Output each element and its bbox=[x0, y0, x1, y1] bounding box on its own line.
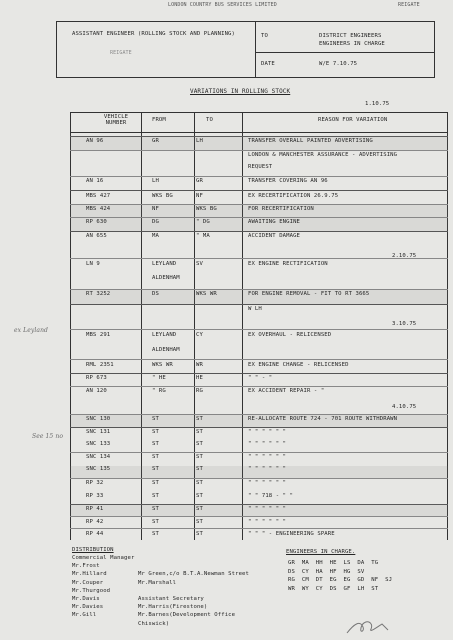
cell-to: ST bbox=[196, 466, 203, 472]
col-header-vehicle: VEHICLE NUMBER bbox=[103, 114, 129, 126]
cell-veh: SNC 134 bbox=[86, 454, 111, 460]
cell-to: ST bbox=[196, 493, 203, 499]
cell-to: WKS WR bbox=[196, 291, 217, 297]
cell-from: NF bbox=[152, 206, 159, 212]
cell-reason: " " 718 - " " bbox=[248, 493, 294, 499]
cell-veh: MBS 424 bbox=[86, 206, 111, 212]
cell-from: ST bbox=[152, 531, 159, 537]
row-rule bbox=[70, 359, 448, 360]
header-rule bbox=[70, 132, 448, 133]
cell-from: ST bbox=[152, 454, 159, 460]
cell-to: GR bbox=[196, 178, 203, 184]
cell-to: " DG bbox=[196, 219, 210, 225]
cell-from: DS bbox=[152, 291, 159, 297]
cell-reason: EX ENGINE RECTIFICATION bbox=[248, 261, 328, 267]
cell-veh: SNC 131 bbox=[86, 429, 111, 435]
margin-note-2: See 15 no bbox=[32, 433, 64, 440]
cell-veh: RML 2351 bbox=[86, 362, 114, 368]
cell-veh: SNC 135 bbox=[86, 466, 111, 472]
distribution-note: Mr.Harris(Firestone) bbox=[138, 604, 208, 611]
engineers-row: RG CM DT EG EG GD NF SJ bbox=[288, 577, 393, 583]
cell-veh: RT 3252 bbox=[86, 291, 111, 297]
cell-reason: " " " " " " bbox=[248, 441, 287, 447]
cell-reason: " " " " " " bbox=[248, 506, 287, 512]
distribution-heading: DISTRIBUTION bbox=[72, 547, 114, 553]
cell-reason: " " - " bbox=[248, 375, 273, 381]
row-rule bbox=[70, 329, 448, 330]
row-rule bbox=[70, 304, 448, 305]
cell-veh: MBS 291 bbox=[86, 332, 111, 338]
distribution-name: Mr.Hillard bbox=[72, 571, 107, 578]
cell-from: LEYLAND bbox=[152, 332, 177, 338]
header-date-rule bbox=[255, 52, 434, 53]
cell-to: RG bbox=[196, 388, 203, 394]
engineers-heading: ENGINEERS IN CHARGE. bbox=[286, 549, 356, 555]
cell-reason: FOR RECERTIFICATION bbox=[248, 206, 314, 212]
cell-veh: SNC 130 bbox=[86, 416, 111, 422]
col-header-from: FROM bbox=[152, 117, 166, 123]
date-heading-3: 3.10.75 bbox=[392, 321, 417, 327]
cell-veh: RP 33 bbox=[86, 493, 104, 499]
cell-from: ST bbox=[152, 466, 159, 472]
cell-from: LH bbox=[152, 178, 159, 184]
cell-from: LEYLAND bbox=[152, 261, 177, 267]
engineers-row: DS CY HA HF HG SV bbox=[288, 568, 365, 575]
cell-to: NF bbox=[196, 193, 203, 199]
to-line-1: DISTRICT ENGINEERS bbox=[319, 33, 382, 39]
cell-to: ST bbox=[196, 519, 203, 525]
cell-veh: SNC 133 bbox=[86, 441, 111, 447]
table-border-top bbox=[70, 112, 448, 113]
cell-from: " RG bbox=[152, 388, 166, 394]
distribution-name: Commercial Manager bbox=[72, 555, 135, 561]
cell-to: ST bbox=[196, 441, 203, 447]
cell-to: CY bbox=[196, 332, 203, 338]
date-heading-2: 2.10.75 bbox=[392, 253, 417, 259]
cell-to: " MA bbox=[196, 233, 210, 239]
distribution-name: Mr.Couper bbox=[72, 579, 104, 586]
cell-veh: RP 42 bbox=[86, 519, 104, 525]
distribution-name: Mr.Davis bbox=[72, 596, 100, 602]
row-rule bbox=[70, 516, 448, 517]
signature bbox=[344, 616, 396, 638]
cell-to: ST bbox=[196, 416, 203, 422]
cell-from: " HE bbox=[152, 375, 166, 381]
cell-to: ST bbox=[196, 454, 203, 460]
cell-from: WKS WR bbox=[152, 362, 173, 368]
engineers-row: GR MA HH HE LS DA TG bbox=[288, 560, 379, 566]
cell-from: ST bbox=[152, 493, 159, 499]
cell-veh: AN 16 bbox=[86, 178, 104, 184]
row-rule bbox=[70, 231, 448, 232]
cell-veh: RP 44 bbox=[86, 531, 104, 537]
row-rule bbox=[70, 373, 448, 374]
cell-from: WKS BG bbox=[152, 193, 173, 199]
cell-from: ST bbox=[152, 429, 159, 435]
cell-reason: " " " " " " bbox=[248, 454, 287, 460]
to-line-2: ENGINEERS IN CHARGE bbox=[319, 41, 385, 47]
date-heading-4: 4.10.75 bbox=[392, 404, 417, 410]
header-divider bbox=[255, 21, 256, 77]
cell-from: ST bbox=[152, 441, 159, 447]
distribution-note: Mr Green,c/o B.T.A.Newman Street bbox=[138, 571, 249, 578]
row-rule bbox=[70, 176, 448, 177]
cell-reason: " " " " " " bbox=[248, 466, 287, 472]
margin-note-1: ex Leyland bbox=[14, 327, 48, 334]
row-rule bbox=[70, 427, 448, 428]
cell-reason: " " " " " " bbox=[248, 519, 287, 525]
cell-from: ALDENHAM bbox=[152, 275, 180, 281]
distribution-note: Mr.Marshall bbox=[138, 579, 177, 586]
cell-veh: AN 120 bbox=[86, 388, 107, 394]
from-department: ASSISTANT ENGINEER (ROLLING STOCK AND PLANNING) bbox=[72, 31, 235, 37]
cell-from: ST bbox=[152, 480, 159, 486]
cell-veh: MBS 427 bbox=[86, 193, 111, 199]
cell-veh: RP 32 bbox=[86, 480, 104, 486]
cell-veh: AN 655 bbox=[86, 233, 107, 239]
row-rule bbox=[70, 452, 448, 453]
cell-to: ST bbox=[196, 531, 203, 537]
cell-reason: W LH bbox=[248, 306, 262, 312]
cell-veh: LN 9 bbox=[86, 261, 100, 267]
cell-reason: TRANSFER COVERING AN 96 bbox=[248, 178, 328, 184]
row-rule bbox=[70, 478, 448, 479]
cell-to: ST bbox=[196, 429, 203, 435]
cell-to: ST bbox=[196, 506, 203, 512]
distribution-name: Mr.Thurgood bbox=[72, 587, 111, 594]
cell-to: SV bbox=[196, 261, 203, 267]
cell-from: ST bbox=[152, 416, 159, 422]
row-rule bbox=[70, 150, 448, 151]
row-rule bbox=[70, 386, 448, 387]
date-heading-1: 1.10.75 bbox=[365, 101, 390, 107]
cell-from: ST bbox=[152, 506, 159, 512]
distribution-note: Assistant Secretary bbox=[138, 596, 204, 602]
cell-reason: EX RECERTIFICATION 26.9.75 bbox=[248, 193, 339, 199]
document-title: VARIATIONS IN ROLLING STOCK bbox=[190, 88, 291, 95]
cell-reason: EX ENGINE CHANGE - RELICENSED bbox=[248, 362, 349, 368]
cell-from: MA bbox=[152, 233, 159, 239]
cell-reason: REQUEST bbox=[248, 164, 273, 170]
cell-to: LH bbox=[196, 138, 203, 144]
cell-veh: RP 630 bbox=[86, 219, 107, 225]
cell-to: HE bbox=[196, 375, 203, 381]
from-location: REIGATE bbox=[110, 50, 132, 56]
cell-from: DG bbox=[152, 219, 159, 225]
col-header-to: TO bbox=[206, 117, 213, 123]
date-label: DATE bbox=[261, 61, 275, 67]
cell-veh: RP 673 bbox=[86, 375, 107, 381]
cell-to: WKS BG bbox=[196, 206, 217, 212]
cell-reason: RE-ALLOCATE ROUTE 724 - 701 ROUTE WITHDRAWN bbox=[248, 416, 398, 422]
cell-reason: FOR ENGINE REMOVAL - FIT TO RT 3665 bbox=[248, 291, 370, 297]
company-name: LONDON COUNTRY BUS SERVICES LIMITED bbox=[168, 2, 277, 8]
distribution-note: Mr.Barnes(Development Office bbox=[138, 612, 236, 619]
cell-reason: EX ACCIDENT REPAIR - " bbox=[248, 388, 325, 394]
distribution-name: Mr.Davies bbox=[72, 604, 104, 611]
col-header-reason: REASON FOR VARIATION bbox=[318, 117, 388, 123]
cell-veh: RP 41 bbox=[86, 506, 104, 512]
to-label: TO bbox=[261, 33, 268, 39]
distribution-name: Mr.Gill bbox=[72, 612, 97, 619]
distribution-name: Mr.Frost bbox=[72, 563, 100, 570]
cell-from: ST bbox=[152, 519, 159, 525]
distribution-note: Chiswick) bbox=[138, 620, 170, 627]
cell-reason: " " " - ENGINEERING SPARE bbox=[248, 531, 335, 537]
cell-reason: ACCIDENT DAMAGE bbox=[248, 233, 301, 239]
cell-veh: AN 96 bbox=[86, 138, 104, 144]
cell-from: GR bbox=[152, 138, 159, 144]
cell-reason: AWAITING ENGINE bbox=[248, 219, 301, 225]
row-rule bbox=[70, 190, 448, 191]
cell-to: WR bbox=[196, 362, 203, 368]
letterhead-corner: REIGATE bbox=[398, 2, 420, 8]
cell-from: ALDENHAM bbox=[152, 347, 180, 353]
engineers-row: WR WY CY DS GF LH ST bbox=[288, 585, 379, 592]
cell-reason: LONDON & MANCHESTER ASSURANCE - ADVERTISING bbox=[248, 152, 398, 158]
row-rule bbox=[70, 528, 448, 529]
cell-reason: " " " " " " bbox=[248, 480, 287, 486]
cell-reason: " " " " " " bbox=[248, 429, 287, 435]
date-value: W/E 7.10.75 bbox=[319, 61, 358, 67]
cell-to: ST bbox=[196, 480, 203, 486]
cell-reason: EX OVERHAUL - RELICENSED bbox=[248, 332, 332, 338]
cell-reason: TRANSFER OVERALL PAINTED ADVERTISING bbox=[248, 138, 373, 144]
